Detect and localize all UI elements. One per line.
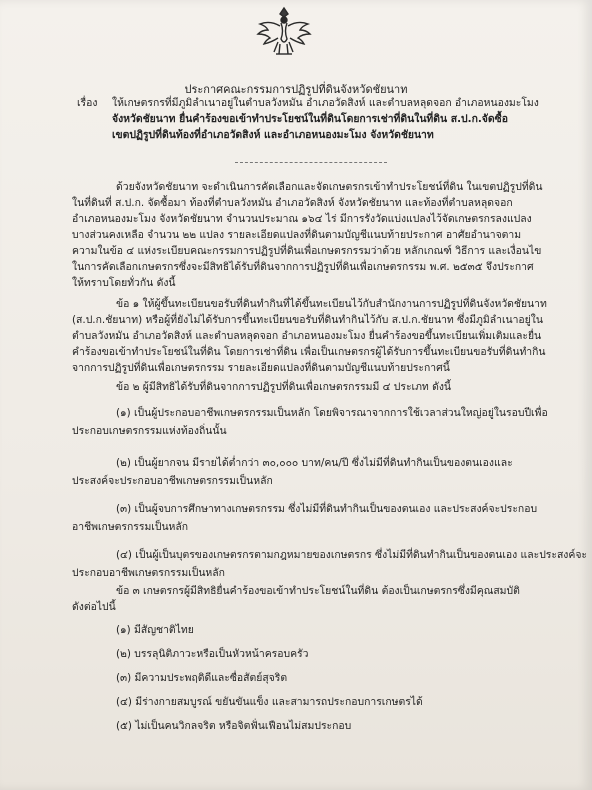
clause-2-item: (๔) เป็นผู้เป็นบุตรของเกษตรกรตามกฎหมายของเกษตรกร ซึ่งไม่มีที่ดินทำกินเป็นของตนเอง และประสงค์จะ — [116, 549, 587, 561]
intro-line: ในที่ดินที่ ส.ป.ก. จัดซื้อมา ท้องที่ตำบลวังหมัน อำเภอวัดสิงห์ จังหวัดชัยนาท และท้องที่ตำบลหลุดจอก — [72, 197, 513, 209]
garuda-emblem-icon — [256, 4, 312, 58]
subject-line: เขตปฏิรูปที่ดินท้องที่อำเภอวัดสิงห์ และอำเภอหนองมะโมง จังหวัดชัยนาท — [112, 129, 434, 141]
intro-line: ความในข้อ ๔ แห่งระเบียบคณะกรรมการปฏิรูปที่ดินเพื่อเกษตรกรรมว่าด้วย หลักเกณฑ์ วิธีการ และเงื่อนไข — [72, 245, 542, 257]
clause-2-item: (๒) เป็นผู้ยากจน มีรายได้ต่ำกว่า ๓๐,๐๐๐ บาท/คน/ปี ซึ่งไม่มีที่ดินทำกินเป็นของตนเองและ — [116, 457, 513, 469]
intro-line: ให้ทราบโดยทั่วกัน ดังนี้ — [72, 277, 176, 289]
clause-2-item-cont: ประกอบอาชีพเกษตรกรรมเป็นหลัก — [72, 567, 225, 579]
announcement-title: ประกาศคณะกรรมการปฏิรูปที่ดินจังหวัดชัยนาท — [184, 83, 408, 96]
clause-1-line: คำร้องขอเข้าทำประโยชน์ในที่ดิน โดยการเช่าที่ดิน เพื่อเป็นเกษตรกรผู้ได้รับการขึ้นทะเบียนขอรับที่ดินทำกิน — [72, 346, 546, 358]
clause-1-line: (ส.ป.ก.ชัยนาท) หรือผู้ที่ยังไม่ได้รับการขึ้นทะเบียนขอรับที่ดินทำกินไว้กับ ส.ป.ก.ชัยนาท ซึ่งมีภูมิลำเนาอยู่ใน — [72, 314, 543, 326]
intro-line: บางส่วนคงเหลือ จำนวน ๒๒ แปลง รายละเอียดแปลงที่ดินตามบัญชีแนบท้ายประกาศ อาศัยอำนาจตาม — [72, 229, 522, 241]
clause-2-title: ข้อ ๒ ผู้มีสิทธิได้รับที่ดินจากการปฏิรูปที่ดินเพื่อเกษตรกรรมมี ๔ ประเภท ดังนี้ — [116, 381, 452, 393]
clause-3-line: ข้อ ๓ เกษตรกรผู้มีสิทธิยื่นคำร้องขอเข้าทำประโยชน์ในที่ดิน ต้องเป็นเกษตรกรซึ่งมีคุณสมบัติ — [116, 585, 520, 597]
clause-3-item: (๔) มีร่างกายสมบูรณ์ ขยันขันแข็ง และสามารถประกอบการเกษตรได้ — [116, 696, 423, 708]
clause-2-item-cont: ประกอบเกษตรกรรมแห่งท้องถิ่นนั้น — [72, 425, 227, 437]
clause-2-item: (๓) เป็นผู้จบการศึกษาทางเกษตรกรรม ซึ่งไม่มีที่ดินทำกินเป็นของตนเอง และประสงค์จะประกอบ — [116, 503, 538, 515]
intro-line: ในการคัดเลือกเกษตรกรซึ่งจะมีสิทธิได้รับที่ดินจากการปฏิรูปที่ดินเพื่อเกษตรกรรม พ.ศ. ๒๕๓๕ จึงประกาศ — [72, 261, 534, 273]
clause-2-item-cont: อาชีพเกษตรกรรมเป็นหลัก — [72, 521, 189, 533]
clause-1-line: ข้อ ๑ ให้ผู้ขึ้นทะเบียนขอรับที่ดินทำกินที่ได้ขึ้นทะเบียนไว้กับสำนักงานการปฏิรูปที่ดินจังหวัดชัยนาท — [116, 298, 547, 310]
clause-3-item: (๑) มีสัญชาติไทย — [116, 624, 194, 636]
clause-3-item: (๒) บรรลุนิติภาวะหรือเป็นหัวหน้าครอบครัว — [116, 648, 309, 660]
clause-2-item: (๑) เป็นผู้ประกอบอาชีพเกษตรกรรมเป็นหลัก โดยพิจารณาจากการใช้เวลาส่วนใหญ่อยู่ในรอบปีเพื่อ — [116, 407, 548, 419]
separator-line — [235, 162, 387, 163]
intro-line: อำเภอหนองมะโมง จังหวัดชัยนาท จำนวนประมาณ ๑๖๔ ไร่ มีการรังวัดแบ่งแปลงไว้จัดเกษตรกรลงแปลง — [72, 213, 532, 225]
clause-1-line: ตำบลวังหมัน อำเภอวัดสิงห์ และตำบลหลุดจอก อำเภอหนองมะโมง ยื่นคำร้องขอขึ้นทะเบียนเพิ่มเติมและยื่น — [72, 330, 542, 342]
clause-2-item-cont: ประสงค์จะประกอบอาชีพเกษตรกรรมเป็นหลัก — [72, 475, 273, 487]
subject-label: เรื่อง — [77, 97, 98, 109]
subject-line: จังหวัดชัยนาท ยื่นคำร้องขอเข้าทำประโยชน์ในที่ดินโดยการเช่าที่ดินในที่ดิน ส.ป.ก.จัดซื้อ — [112, 113, 508, 125]
clause-3-line: ดังต่อไปนี้ — [72, 601, 116, 613]
clause-1-line: จากการปฏิรูปที่ดินเพื่อเกษตรกรรม รายละเอียดแปลงที่ดินตามบัญชีแนบท้ายประกาศนี้ — [72, 362, 450, 374]
subject-line: ให้เกษตรกรที่มีภูมิลำเนาอยู่ในตำบลวังหมัน อำเภอวัดสิงห์ และตำบลหลุดจอก อำเภอหนองมะโมง — [112, 97, 539, 109]
intro-line: ด้วยจังหวัดชัยนาท จะดำเนินการคัดเลือกและจัดเกษตรกรเข้าทำประโยชน์ที่ดิน ในเขตปฏิรูปที่ดิน — [116, 181, 543, 193]
clause-3-item: (๓) มีความประพฤติดีและซื่อสัตย์สุจริต — [116, 672, 288, 684]
clause-3-item: (๕) ไม่เป็นคนวิกลจริต หรือจิตฟั่นเฟือนไม่สมประกอบ — [116, 720, 352, 732]
